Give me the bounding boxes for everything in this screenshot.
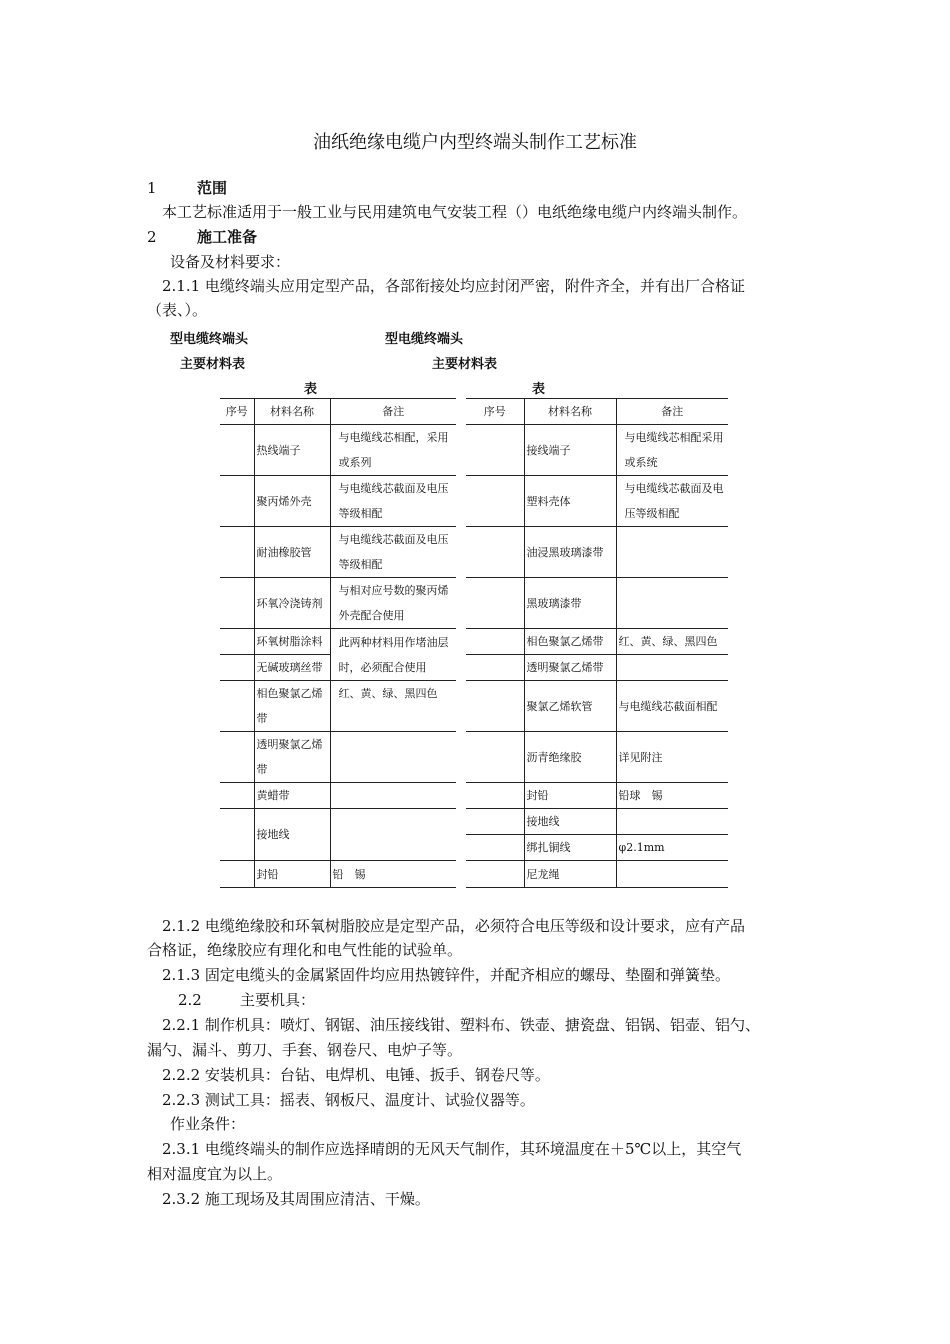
- material-note: 红、黄、绿、黑四色: [330, 681, 456, 732]
- material-name: 透明聚氯乙烯带: [524, 655, 616, 681]
- material-note: [616, 578, 728, 629]
- material-name: 黑玻璃漆带: [524, 578, 616, 629]
- header-material: 材料名称: [254, 399, 330, 425]
- material-name: 无碱玻璃丝带: [254, 655, 330, 681]
- material-name: 接线端子: [524, 425, 616, 476]
- material-note: [330, 732, 456, 783]
- section-2-number: 2: [147, 228, 157, 246]
- material-note: φ2.1mm: [616, 835, 728, 861]
- material-name: 塑料壳体: [524, 476, 616, 527]
- para-2-3-1-line1: 2.3.1 电缆终端头的制作应选择晴朗的无风天气制作，其环境温度在＋5℃以上，其空气: [162, 1140, 742, 1158]
- table-row: [220, 732, 456, 783]
- material-name: 沥青绝缘胶: [524, 732, 616, 783]
- material-note: [616, 527, 728, 578]
- material-name: 接地线: [254, 809, 330, 861]
- material-note: [616, 809, 728, 835]
- subsection-2-1-heading: 设备及材料要求：: [170, 253, 291, 271]
- subsection-2-2-number: 2.2: [178, 991, 202, 1009]
- material-name: 黄蜡带: [254, 783, 330, 809]
- table-row: [466, 476, 728, 527]
- material-note: 此两种材料用作堵油层时，必须配合使用: [330, 629, 456, 681]
- material-note: [616, 861, 728, 888]
- material-name: 环氧树脂涂料: [254, 629, 330, 655]
- section-1-text: 本工艺标准适用于一般工业与民用建筑电气安装工程（）电纸绝缘电缆户内终端头制作。: [162, 203, 748, 221]
- material-name: 相色聚氯乙烯带: [524, 629, 616, 655]
- table-row: [466, 578, 728, 629]
- material-note: [330, 783, 456, 809]
- table-row: [220, 681, 456, 732]
- material-name: 耐油橡胶管: [254, 527, 330, 578]
- header-index: 序号: [466, 399, 524, 425]
- table-row: [466, 629, 728, 655]
- table-row: [466, 527, 728, 578]
- header-index: 序号: [220, 399, 254, 425]
- material-name: 环氧冷浇铸剂: [254, 578, 330, 629]
- para-2-2-1-line1: 2.2.1 制作机具：喷灯、钢锯、油压接线钳、塑料布、铁壶、搪瓷盘、铝锅、铝壶、铝勺、: [162, 1016, 760, 1034]
- table-header-row: [220, 399, 456, 425]
- header-material: 材料名称: [524, 399, 616, 425]
- material-name: 油浸黑玻璃漆带: [524, 527, 616, 578]
- table-row: [466, 835, 728, 861]
- table-row: [466, 732, 728, 783]
- table-row: [220, 425, 456, 476]
- left-table-caption-3: 表: [304, 382, 318, 397]
- material-note: [330, 809, 456, 861]
- material-name: 封铅: [254, 861, 330, 888]
- material-note: 红、黄、绿、黑四色: [616, 629, 728, 655]
- material-note: 与电缆线芯截面及电压等级相配: [330, 527, 456, 578]
- para-2-1-3: 2.1.3 固定电缆头的金属紧固件均应用热镀锌件，并配齐相应的螺母、垫圈和弹簧垫。: [162, 966, 730, 984]
- table-row: [220, 629, 456, 655]
- table-row: [466, 861, 728, 888]
- material-name: 封铅: [524, 783, 616, 809]
- material-note: 铅球 锡: [616, 783, 728, 809]
- material-name: 热线端子: [254, 425, 330, 476]
- material-name: 接地线: [524, 809, 616, 835]
- table-row: [220, 861, 456, 888]
- para-2-2-1-line2: 漏勺、漏斗、剪刀、手套、钢卷尺、电炉子等。: [147, 1041, 463, 1059]
- para-2-3-2: 2.3.2 施工现场及其周围应清洁、干燥。: [162, 1190, 430, 1208]
- section-2-heading: 施工准备: [197, 228, 258, 246]
- table-row: [466, 783, 728, 809]
- table-row: [220, 476, 456, 527]
- material-note: 与电缆线芯相配，采用或系列: [330, 425, 456, 476]
- material-note: 与电缆线芯相配采用或系统: [616, 425, 728, 476]
- right-table-caption-2: 主要材料表: [432, 357, 498, 372]
- table-row: [466, 809, 728, 835]
- table-header-row: [466, 399, 728, 425]
- material-name: 绑扎铜线: [524, 835, 616, 861]
- right-table-caption-3: 表: [532, 382, 546, 397]
- material-note: 详见附注: [616, 732, 728, 783]
- right-table-caption-1: 型电缆终端头: [385, 332, 464, 347]
- material-name: 聚氯乙烯软管: [524, 681, 616, 732]
- material-note: 与电缆线芯截面相配: [616, 681, 728, 732]
- table-row: [466, 655, 728, 681]
- section-1-number: 1: [147, 179, 157, 197]
- table-row: [220, 809, 456, 861]
- para-2-2-3: 2.2.3 测试工具：摇表、钢板尺、温度计、试验仪器等。: [162, 1091, 535, 1109]
- header-note: 备注: [616, 399, 728, 425]
- material-note: [616, 655, 728, 681]
- material-note: 铅 锡: [330, 861, 456, 888]
- para-2-3-1-line2: 相对温度宜为以上。: [147, 1165, 283, 1183]
- para-2-1-2-line2: 合格证，绝缘胶应有理化和电气性能的试验单。: [147, 941, 463, 959]
- page-title: 油纸绝缘电缆户内型终端头制作工艺标准: [313, 132, 637, 153]
- material-note: 与电缆线芯截面及电压等级相配: [330, 476, 456, 527]
- material-note: 与相对应号数的聚丙烯外壳配合使用: [330, 578, 456, 629]
- table-row: [220, 783, 456, 809]
- material-name: 聚丙烯外壳: [254, 476, 330, 527]
- para-2-1-2-line1: 2.1.2 电缆绝缘胶和环氧树脂胶应是定型产品，必须符合电压等级和设计要求，应有产品: [162, 917, 745, 935]
- subsection-2-3-heading: 作业条件：: [170, 1115, 246, 1133]
- table-row: [220, 527, 456, 578]
- material-name: 尼龙绳: [524, 861, 616, 888]
- header-note: 备注: [330, 399, 456, 425]
- table-row: [466, 425, 728, 476]
- section-1-heading: 范围: [197, 179, 228, 197]
- para-2-1-1-line1: 2.1.1 电缆终端头应用定型产品，各部衔接处均应封闭严密，附件齐全，并有出厂合格证: [162, 277, 745, 295]
- para-2-1-1-line2: （表、）。: [147, 301, 208, 319]
- table-row: [220, 578, 456, 629]
- left-table-caption-1: 型电缆终端头: [170, 332, 249, 347]
- material-note: 与电缆线芯截面及电压等级相配: [616, 476, 728, 527]
- left-material-table: [220, 398, 456, 888]
- subsection-2-2-heading: 主要机具：: [240, 991, 316, 1009]
- right-material-table: [466, 398, 728, 888]
- para-2-2-2: 2.2.2 安装机具：台钻、电焊机、电锤、扳手、钢卷尺等。: [162, 1066, 550, 1084]
- left-table-caption-2: 主要材料表: [180, 357, 246, 372]
- table-row: [466, 681, 728, 732]
- material-name: 相色聚氯乙烯带: [254, 681, 330, 732]
- material-name: 透明聚氯乙烯带: [254, 732, 330, 783]
